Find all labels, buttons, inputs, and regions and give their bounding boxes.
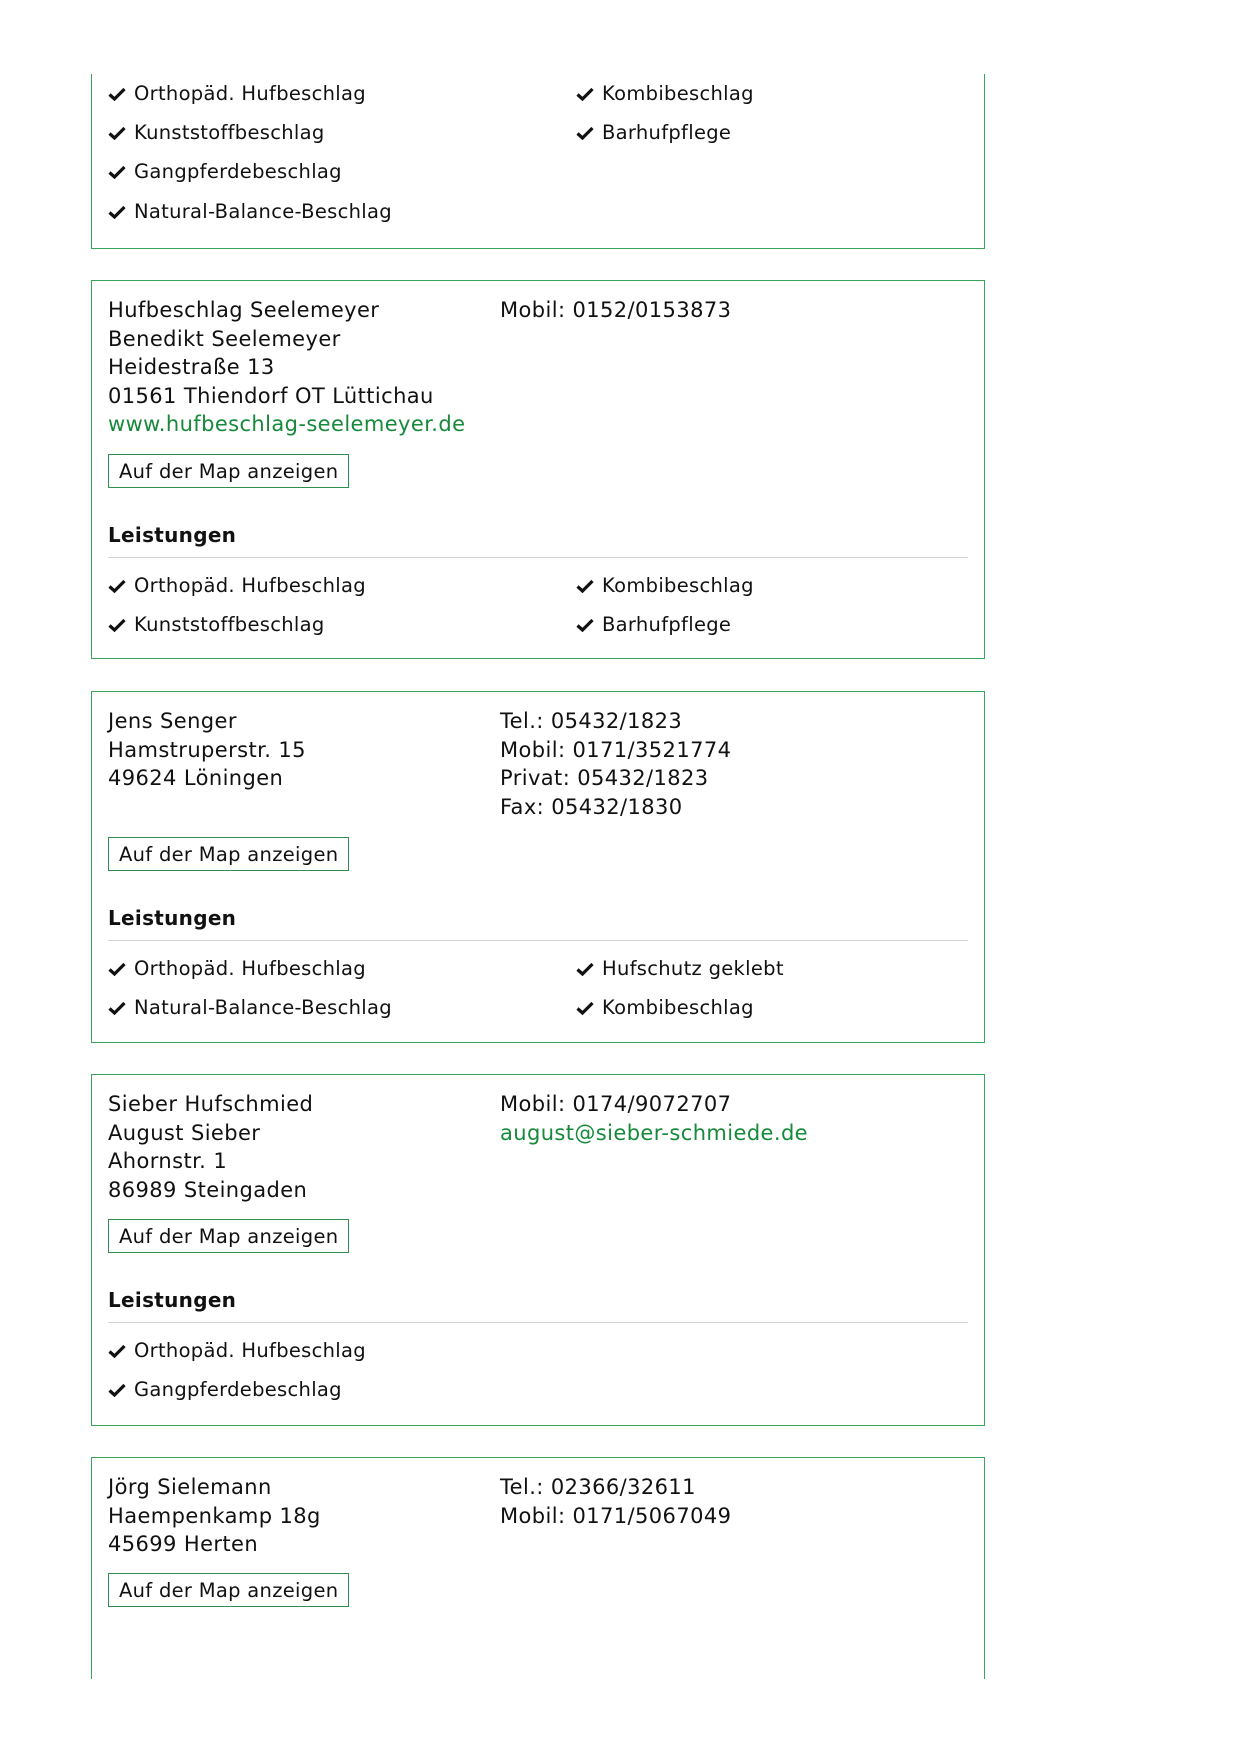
provider-card [91,691,985,1043]
check-icon [108,87,126,101]
service-item: Kunststoffbeschlag [108,121,325,145]
contact-block [500,296,731,325]
street: Ahornstr. 1 [108,1149,228,1173]
phone-number: Tel.: 02366/32611 [500,1475,696,1499]
website-link[interactable]: www.hufbeschlag-seelemeyer.de [108,412,466,436]
city: 49624 Löningen [108,766,284,790]
check-icon [108,1344,126,1358]
services-heading: Leistungen [108,906,237,930]
street: Hamstruperstr. 15 [108,737,306,762]
contact-block [500,1090,808,1147]
provider-card [91,1457,985,1679]
address-block [108,1473,321,1559]
check-icon [108,579,126,593]
fax-number: Fax: 05432/1830 [500,794,683,819]
mobile-number: Mobil: 0171/3521774 [500,737,732,762]
check-icon [108,165,126,179]
check-icon [576,962,594,976]
divider [108,557,968,558]
service-item: Kombibeschlag [576,996,754,1020]
contact-person: Benedikt Seelemeyer [108,326,341,351]
check-icon [576,618,594,632]
service-item: Orthopäd. Hufbeschlag [108,574,366,598]
street: Heidestraße 13 [108,355,275,379]
address-block [108,707,306,793]
services-heading: Leistungen [108,1288,237,1312]
check-icon [576,1001,594,1015]
private-number: Privat: 05432/1823 [500,766,709,790]
address-block [108,1090,313,1204]
service-item: Kombibeschlag [576,82,754,106]
service-item: Barhufpflege [576,121,731,145]
check-icon [576,87,594,101]
check-icon [576,579,594,593]
service-item: Gangpferdebeschlag [108,160,342,184]
provider-card [91,74,985,249]
contact-person: August Sieber [108,1120,261,1145]
business-name: Jens Senger [108,709,237,733]
contact-block [500,707,731,821]
contact-block [500,1473,731,1530]
service-item: Natural-Balance-Beschlag [108,996,392,1020]
check-icon [108,618,126,632]
service-item: Natural-Balance-Beschlag [108,200,392,224]
email-link[interactable]: august@sieber-schmiede.de [500,1120,808,1145]
check-icon [108,1001,126,1015]
mobile-number: Mobil: 0171/5067049 [500,1503,732,1528]
city: 01561 Thiendorf OT Lüttichau [108,383,434,408]
service-item: Gangpferdebeschlag [108,1378,342,1402]
mobile-number: Mobil: 0152/0153873 [500,298,732,322]
business-name: Sieber Hufschmied [108,1092,314,1116]
service-item: Barhufpflege [576,613,731,637]
city: 86989 Steingaden [108,1177,308,1202]
show-on-map-button[interactable]: Auf der Map anzeigen [108,1219,349,1253]
mobile-number: Mobil: 0174/9072707 [500,1092,732,1116]
divider [108,940,968,941]
services-heading: Leistungen [108,523,237,547]
check-icon [108,1383,126,1397]
city: 45699 Herten [108,1532,259,1556]
divider [108,1322,968,1323]
provider-card [91,1074,985,1426]
service-item: Hufschutz geklebt [576,957,784,981]
service-item: Kombibeschlag [576,574,754,598]
service-item: Orthopäd. Hufbeschlag [108,82,366,106]
service-item: Kunststoffbeschlag [108,613,325,637]
show-on-map-button[interactable]: Auf der Map anzeigen [108,837,349,871]
service-item: Orthopäd. Hufbeschlag [108,1339,366,1363]
check-icon [108,205,126,219]
address-block [108,296,465,439]
check-icon [108,126,126,140]
show-on-map-button[interactable]: Auf der Map anzeigen [108,1573,349,1607]
check-icon [108,962,126,976]
check-icon [576,126,594,140]
phone-number: Tel.: 05432/1823 [500,709,683,733]
business-name: Hufbeschlag Seelemeyer [108,298,380,322]
street: Haempenkamp 18g [108,1503,321,1528]
business-name: Jörg Sielemann [108,1475,272,1499]
show-on-map-button[interactable]: Auf der Map anzeigen [108,454,349,488]
provider-card [91,280,985,659]
service-item: Orthopäd. Hufbeschlag [108,957,366,981]
